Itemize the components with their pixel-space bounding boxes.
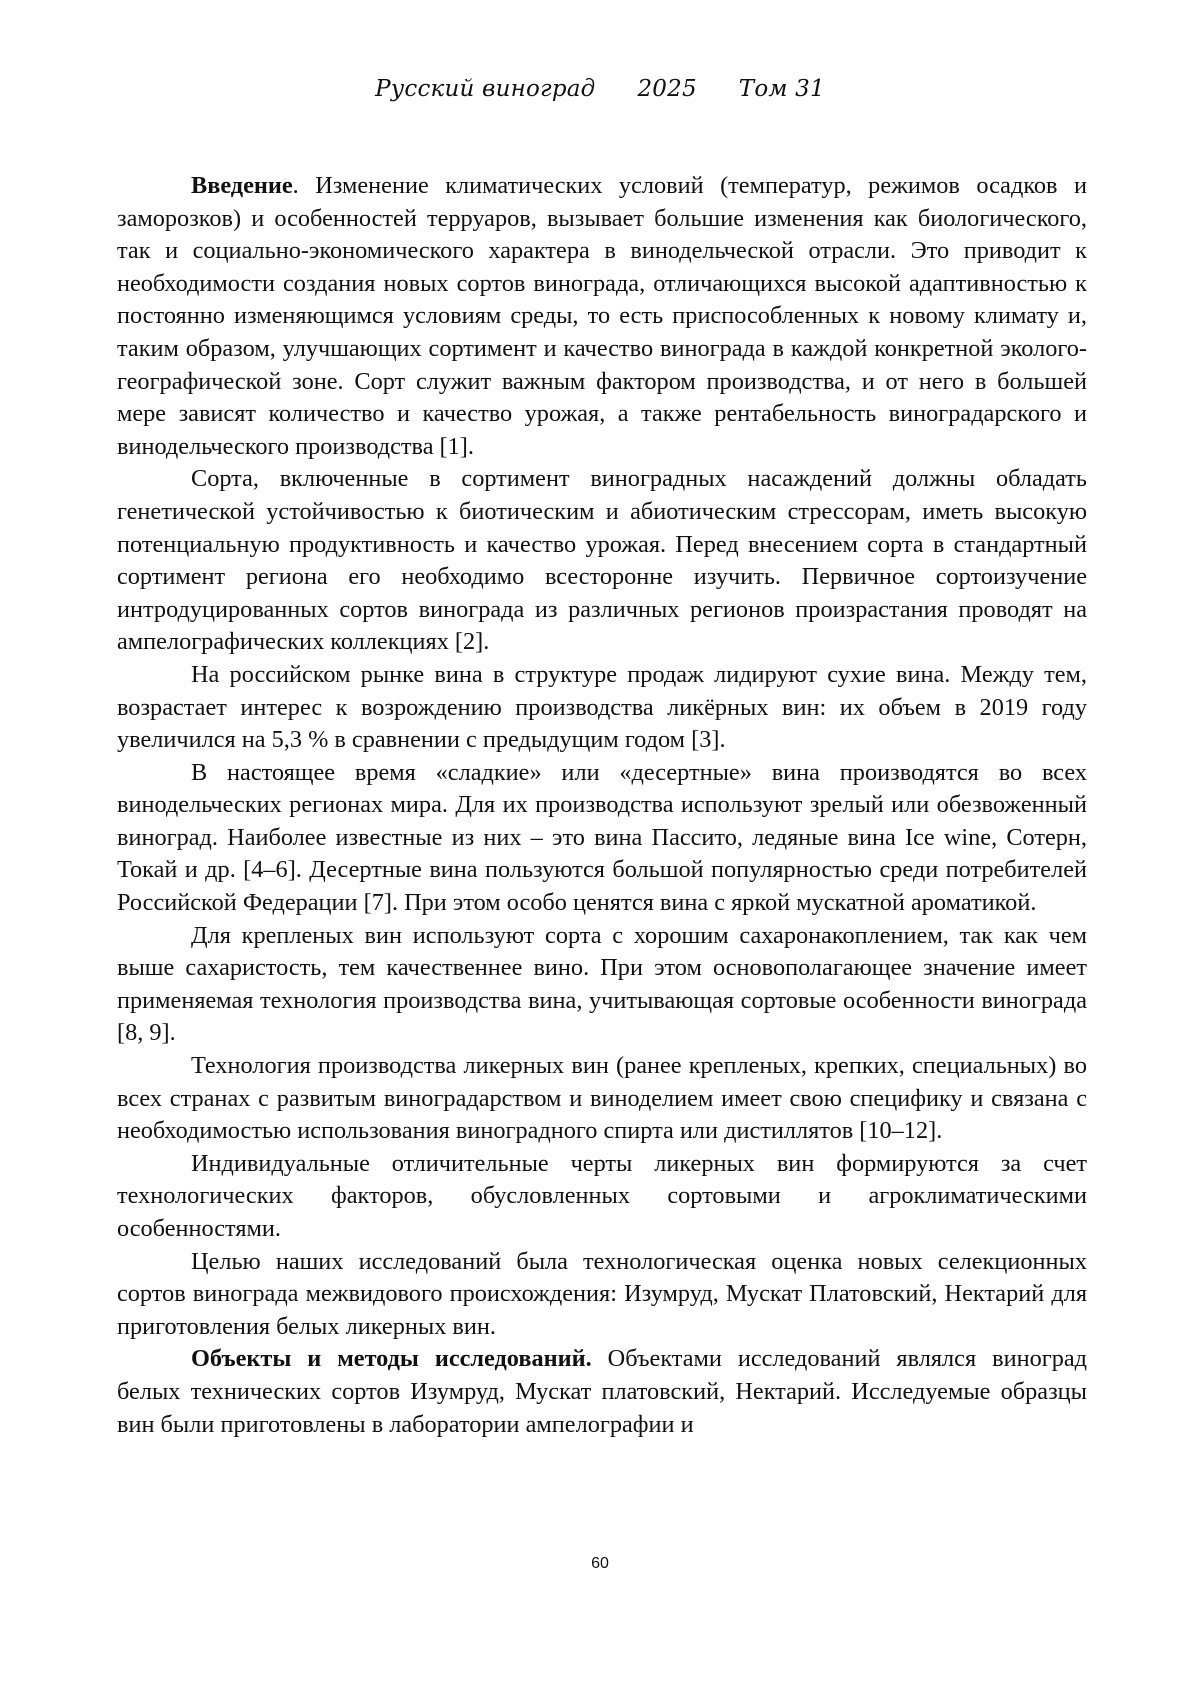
paragraph: Сорта, включенные в сортимент виноградных насаждений должны обладать генетической устойчивостью к биотическим и абиотическим стрессорам, иметь высокую потенциальную продуктивность и качество урожая. Перед внесением сорта в стандартный сортимент региона его необходимо всесторонне изучить. Первичное сортоизучение интродуцированных сортов винограда из различных регионов произрастания проводят на ампелографических коллекциях [2]. [117,463,1087,659]
paragraph-text: Объектами исследований являлся виноград белых технических сортов Изумруд, Мускат платовский, Нектарий. Исследуемые образцы вин были приготовлены в лаборатории ампелографии и [117,1345,1087,1437]
paragraph: Целью наших исследований была технологическая оценка новых селекционных сортов винограда межвидового происхождения: Изумруд, Мускат Платовский, Нектарий для приготовления белых ликерных вин. [117,1246,1087,1344]
running-header [0,76,1200,102]
paragraph: Технология производства ликерных вин (ранее крепленых, крепких, специальных) во всех странах с развитым виноградарством и виноделием имеет свою специфику и связана с необходимостью использования виноградного спирта или дистиллятов [10–12]. [117,1050,1087,1148]
paragraph-text: . Изменение климатических условий (температур, режимов осадков и заморозков) и особенностей терруаров, вызывает большие изменения как биологического, так и социально-экономического характера в винодельческой отрасли. Это приводит к необходимости создания новых сортов винограда, отличающихся высокой адаптивностью к постоянно изменяющимся условиям среды, то есть приспособленных к новому климату и, таким образом, улучшающих сортимент и качество винограда в каждой конкретной эколого-географической зоне. Сорт служит важным фактором производства, и от него в большей мере зависят количество и качество урожая, а также рентабельность виноградарского и винодельческого производства [1]. [117,172,1087,460]
journal-volume: Том 31 [739,76,825,102]
paragraph-methods [117,1343,1087,1441]
paragraph: Индивидуальные отличительные черты ликерных вин формируются за счет технологических факторов, обусловленных сортовыми и агроклиматическими особенностями. [117,1148,1087,1246]
paragraph: В настоящее время «сладкие» или «десертные» вина производятся во всех винодельческих регионах мира. Для их производства используют зрелый или обезвоженный виноград. Наиболее известные из них – это вина Пассито, ледяные вина Ice wine, Сотерн, Токай и др. [4–6]. Десертные вина пользуются большой популярностью среди потребителей Российской Федерации [7]. При этом особо ценятся вина с яркой мускатной ароматикой. [117,757,1087,920]
section-heading-methods: Объекты и методы исследований. [191,1345,592,1372]
paragraph: Для крепленых вин используют сорта с хорошим сахаронакоплением, так как чем выше сахаристость, тем качественнее вино. При этом основополагающее значение имеет применяемая технология производства вина, учитывающая сортовые особенности винограда [8, 9]. [117,920,1087,1050]
page-number: 60 [0,1555,1200,1573]
paragraph: На российском рынке вина в структуре продаж лидируют сухие вина. Между тем, возрастает интерес к возрождению производства ликёрных вин: их объем в 2019 году увеличился на 5,3 % в сравнении с предыдущим годом [3]. [117,659,1087,757]
article-body [117,170,1087,1441]
paragraph-introduction [117,170,1087,463]
journal-title: Русский виноград [375,76,595,102]
section-heading-introduction: Введение [191,172,293,199]
journal-year: 2025 [637,76,696,102]
